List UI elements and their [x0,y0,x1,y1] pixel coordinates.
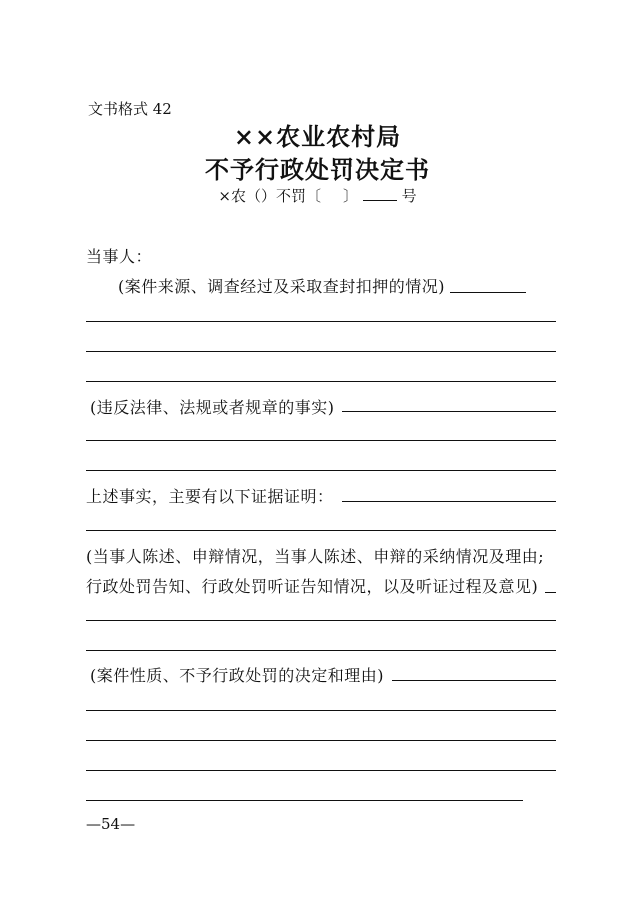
statement-label-line1: (当事人陈述、申辩情况，当事人陈述、申辩的采纳情况及理由; [86,547,545,566]
fill-line[interactable] [86,381,556,382]
fill-line[interactable] [86,710,556,711]
page-number: —54— [86,815,136,833]
fill-line[interactable] [86,440,556,441]
fill-line[interactable] [86,351,556,352]
violation-facts-blank[interactable] [342,411,556,412]
case-source-blank[interactable] [450,292,526,293]
fill-line[interactable] [86,650,556,651]
violation-facts-label: (违反法律、法规或者规章的事实) [90,398,335,417]
fill-line[interactable] [86,800,523,801]
form-label: 文书格式 42 [88,100,172,118]
document-number-middle: 〕 [342,187,358,205]
evidence-blank[interactable] [342,501,556,502]
fill-line[interactable] [86,321,556,322]
fill-line[interactable] [86,770,556,771]
fill-line[interactable] [86,470,556,471]
document-number [0,185,635,206]
statement-label-line2: 行政处罚告知、行政处罚听证告知情况，以及听证过程及意见) [86,577,539,596]
fill-line[interactable] [86,740,556,741]
document-number-blank[interactable] [363,186,397,201]
decision-blank[interactable] [392,680,556,681]
evidence-label: 上述事实，主要有以下证据证明： [86,487,334,506]
party-label: 当事人： [86,247,153,266]
document-number-prefix: ×农（）不罚〔 [218,187,321,205]
case-source-label: (案件来源、调查经过及采取查封扣押的情况) [118,277,445,296]
document-number-suffix: 号 [401,187,417,205]
document-title-line2: 不予行政处罚决定书 [205,155,430,184]
decision-label: (案件性质、不予行政处罚的决定和理由) [90,666,384,685]
statement-blank[interactable] [545,592,556,593]
fill-line[interactable] [86,530,556,531]
fill-line[interactable] [86,620,556,621]
document-title-line1: ××农业农村局 [233,122,402,151]
